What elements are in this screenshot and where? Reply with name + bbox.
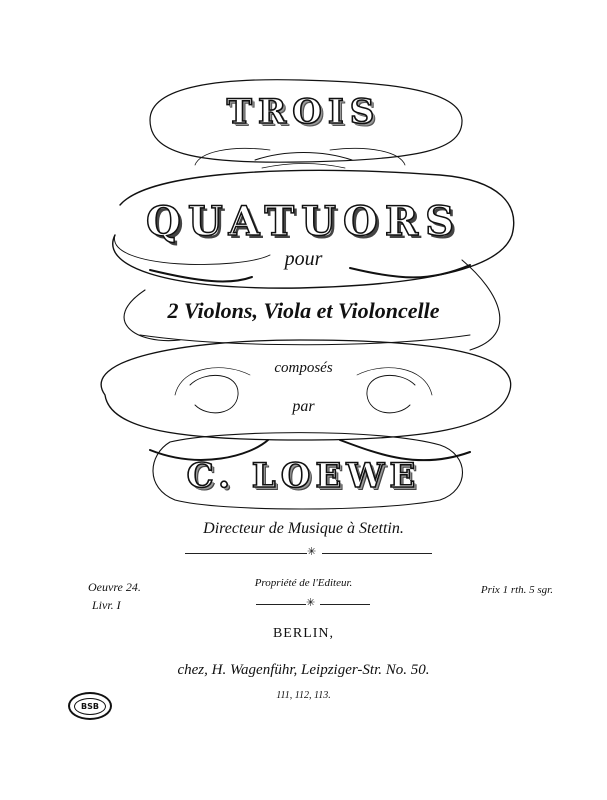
opus-number: Oeuvre 24. (88, 580, 141, 594)
divider-ornament: ✳ (307, 546, 317, 558)
small-divider-left (256, 604, 306, 605)
stamp-text: BSB (74, 698, 106, 715)
library-stamp (68, 692, 112, 720)
composer-name: C. LOEWE (186, 456, 421, 496)
city: BERLIN, (272, 626, 335, 641)
divider-right (322, 553, 432, 554)
small-divider-ornament: ✳ (306, 597, 316, 609)
instrumentation: 2 Violons, Viola et Violoncelle (167, 298, 440, 323)
text-par: par (292, 398, 315, 415)
text-composes: composés (274, 360, 333, 376)
small-divider-right (320, 604, 370, 605)
livraison: Livr. I (92, 598, 121, 612)
property-note: Propriété de l'Editeur. (254, 577, 353, 589)
heading-quatuors: QUATUORS (146, 198, 461, 245)
composer-title: Directeur de Musique à Stettin. (203, 520, 404, 537)
text-pour: pour (284, 248, 323, 270)
publisher-address: chez, H. Wagenführ, Leipziger-Str. No. 50. (177, 662, 430, 678)
price: Prix 1 rth. 5 sgr. (480, 584, 553, 596)
plate-numbers: 111, 112, 113. (276, 690, 331, 701)
heading-trois: TROIS (226, 92, 381, 132)
divider-left (185, 553, 307, 554)
